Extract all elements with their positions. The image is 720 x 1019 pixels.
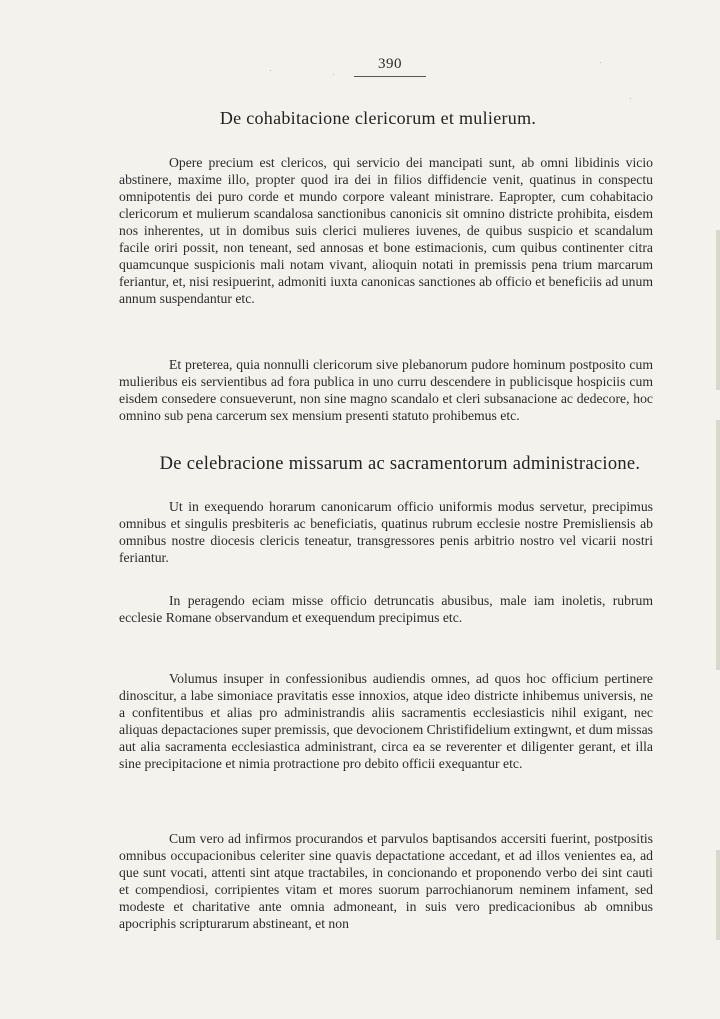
page-number: 390 bbox=[378, 56, 402, 72]
page-number-rule bbox=[354, 76, 426, 77]
paragraph: Opere precium est clericos, qui servicio dei mancipati sunt, ab omni libidinis vicio abstinere, maxime illo, propter quod ira dei in filios diffidencie venit, quatinus in conspectu omnipotentis dei puro corde et mundo corpore valeant ministrare. Eapropter, cum cohabitacio clericorum et mulierum scandalosa sanctionibus canonicis sit omnino districte prohibita, eisdem nos inherentes, ut in domibus suis clerici mulieres iuvenes, de quibus suspicio et scandalum facile oriri possit, non teneant, sed annosas et bone estimacionis, cum quibus continenter citra quamcunque suspicionis mali notam vivant, alioquin notati in premissis pena trium marcarum feriantur, et, nisi resipuerint, admoniti iuxta canonicas sanctiones ab officio et beneficiis ad unum annum suspendantur etc. bbox=[119, 154, 653, 307]
scan-edge-mark bbox=[716, 230, 720, 390]
section-heading-cohabitacione: De cohabitacione clericorum et mulierum. bbox=[219, 108, 537, 128]
paragraph: In peragendo eciam misse officio detruncatis abusibus, male iam inoletis, rubrum ecclesie Romane observandum et exequendum precipimus etc. bbox=[119, 592, 653, 625]
scan-speck bbox=[333, 74, 334, 75]
paragraph: Cum vero ad infirmos procurandos et parvulos baptisandos accersiti fuerint, postpositis omnibus occupacionibus celeriter sine quavis depactatione accedant, et ad illos venientes ea, ad que sunt vocati, attenti sint atque tractabiles, in concionando et proponendo verbo dei sint cauti et compendiosi, corripientes vitam et mores suorum parrochianorum neminem infament, sed modeste et charitative ante omnia admoneant, in suis vero predicacionibus ab omnibus apocriphis scripturarum abstineant, et non bbox=[119, 830, 653, 932]
scan-speck bbox=[630, 98, 631, 99]
scan-speck bbox=[600, 62, 601, 63]
paragraph: Ut in exequendo horarum canonicarum officio uniformis modus servetur, precipimus omnibus et singulis presbiteris ac beneficiatis, quatinus rubrum ecclesie nostre Premisliensis ab omnibus nostre diocesis clericis teneatur, transgressores penis arbitrio nostro vel vicarii nostri feriantur. bbox=[119, 498, 653, 565]
paragraph: Et preterea, quia nonnulli clericorum sive plebanorum pudore hominum postposito cum mulieribus eis servientibus ad fora publica in uno curru descendere in publicisque hospiciis cum eisdem consedere consueverunt, non sine magno scandalo et cleri subsanacione ac dedecore, hoc omnino sub pena carcerum sex mensium presenti statuto prohibemus etc. bbox=[119, 356, 653, 423]
section-heading-celebracione: De celebracione missarum ac sacramentorum administracione. bbox=[159, 454, 641, 474]
paragraph: Volumus insuper in confessionibus audiendis omnes, ad quos hoc officium pertinere dinoscitur, a labe simoniace pravitatis esse innoxios, atque ideo districte inhibemus universis, ne a confitentibus et alias pro administrandis aliis sacramentis ecclesiasticis nihil exigant, nec aliquas depactaciones super premissis, que devocionem Christifidelium extingwnt, et dum missas aut alia sacramenta ecclesiastica administrant, circa ea se reverenter et diligenter gerant, et illa sine precipitacione et nimia protractione pro debito officii exequantur etc. bbox=[119, 670, 653, 772]
scan-speck bbox=[270, 70, 271, 71]
scan-edge-mark bbox=[716, 420, 720, 670]
scan-edge-mark bbox=[716, 850, 720, 940]
